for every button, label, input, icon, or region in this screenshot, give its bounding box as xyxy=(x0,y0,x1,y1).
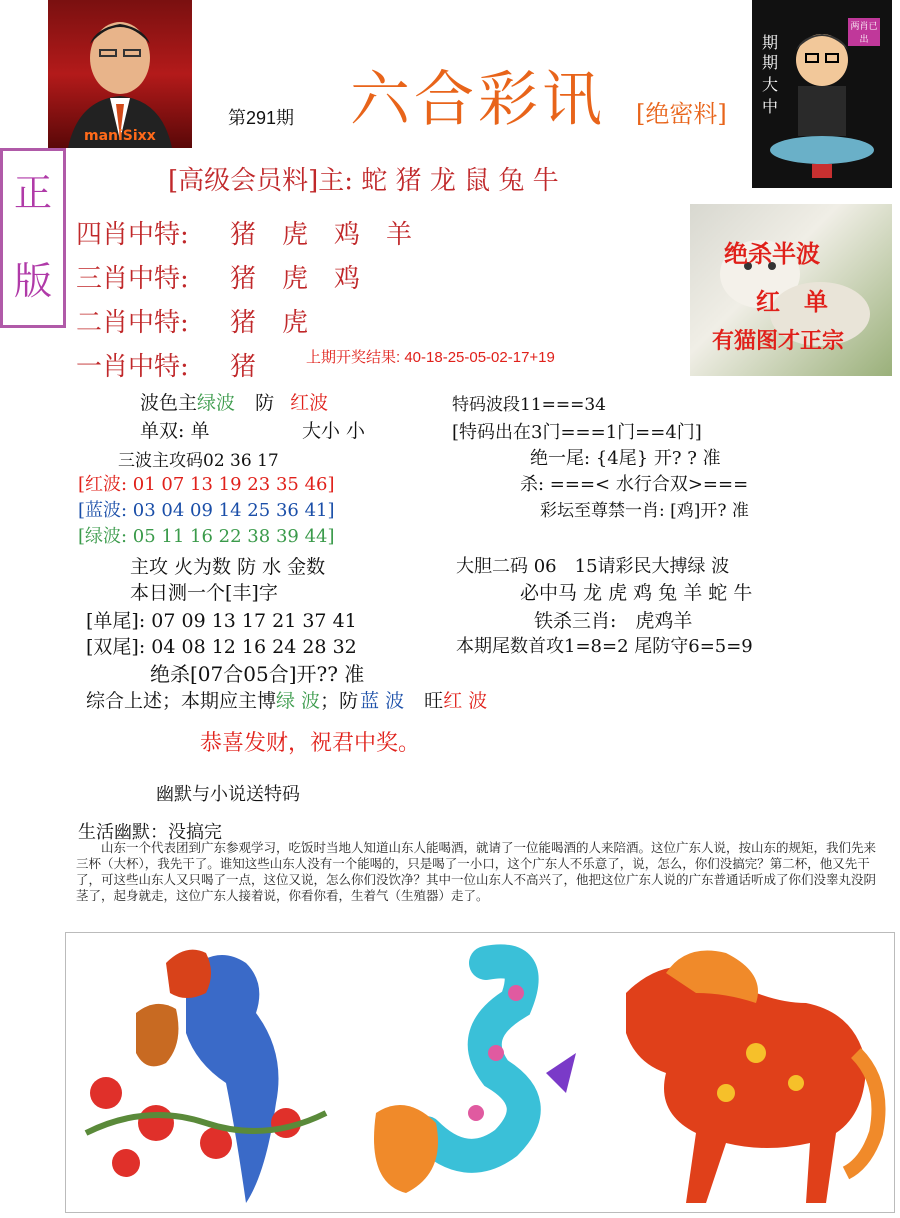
sign-char-4: 中 xyxy=(762,97,779,116)
pick-three-value: 猪 虎 鸡 xyxy=(230,264,361,294)
cat-box-line3: 有猫图才正宗 xyxy=(712,328,845,354)
sign-char-1: 期 xyxy=(762,33,779,52)
badge-char-1: 正 xyxy=(13,171,52,215)
special-door: [特码出在3门===1门==4门] xyxy=(452,422,702,443)
summary-line xyxy=(86,686,487,713)
pick-four-label: 四肖中特: xyxy=(76,220,189,250)
kill-element: 杀: ===< 水行合双>=== xyxy=(520,474,749,495)
forbid-zodiac: 彩坛至尊禁一肖: [鸡]开? 准 xyxy=(540,501,749,521)
kill-tail: 绝一尾: {4尾} 开? ? 准 xyxy=(530,448,721,469)
attack-elements: 主攻 火为数 防 水 金数 xyxy=(130,556,326,578)
iron-kill-zodiac: 铁杀三肖: 虎鸡羊 xyxy=(534,610,693,632)
double-tail: [双尾]: 04 08 12 16 24 28 32 xyxy=(86,636,357,658)
sign-char-2: 期 xyxy=(762,53,779,72)
summary-hot-prefix: 旺 xyxy=(424,690,444,712)
must-win-zodiac: 必中马 龙 虎 鸡 兔 羊 蛇 牛 xyxy=(520,582,753,604)
sign-char-3: 大 xyxy=(762,75,779,94)
wave-guard-prefix: 防 xyxy=(255,392,275,414)
summary-sep: ；防 xyxy=(320,690,359,712)
host-portrait xyxy=(48,0,192,148)
pick-four-value: 猪 虎 鸡 羊 xyxy=(230,220,413,250)
wave-main-line xyxy=(140,388,328,415)
special-segment: 特码波段11===34 xyxy=(452,395,606,415)
cat-image-box xyxy=(690,204,892,376)
issue-number: 第291期 xyxy=(228,108,295,128)
pick-one-label: 一肖中特: xyxy=(76,352,189,382)
big-small: 大小 小 xyxy=(302,420,366,442)
cat-box-line1: 绝杀半波 xyxy=(724,239,820,268)
green-wave-numbers: [绿波: 05 11 16 22 38 39 44] xyxy=(78,526,335,547)
blue-wave-numbers: [蓝波: 03 04 09 14 25 36 41] xyxy=(78,500,335,521)
congrats: 恭喜发财，祝君中奖。 xyxy=(200,731,421,756)
three-wave-codes: 三波主攻码02 36 17 xyxy=(118,451,279,471)
wave-main-value: 绿波 xyxy=(197,392,236,414)
pick-one-value: 猪 xyxy=(230,352,257,382)
humor-body: 山东一个代表团到广东参观学习，吃饭时当地人知道山东人能喝酒，就请了一位能喝酒的人来陪酒。这位广东人说，按山东的规矩，我们先来三杯（大杯），我先干了。谁知这些山东人没有一个能喝的，只是喝了一小口，这个广东人不乐意了，说，怎么，你们没搞完？第二杯，他又先干了，可这些山东人又只喝了一点，这位又说，怎么你们没饮净？其中一位山东人不高兴了，他把这位广东人说的广东普通话听成了你们没睾丸没阴茎了，起身就走，这位广东人接着说，你看你看，生着气（生殖器）走了。 xyxy=(76,840,877,903)
wave-guard-value: 红波 xyxy=(290,392,329,414)
premium-zodiac: [高级会员料]主: 蛇 猪 龙 鼠 兔 牛 xyxy=(168,166,559,196)
odd-even: 单双: 单 xyxy=(140,420,210,442)
char-test: 本日测一个[丰]字 xyxy=(130,582,278,604)
kill-combo: 绝杀[07合05合]开?? 准 xyxy=(150,662,365,686)
page-subtitle: [绝密料] xyxy=(636,100,727,128)
single-tail: [单尾]: 07 09 13 17 21 37 41 xyxy=(86,610,357,632)
tail-attack-defense: 本期尾数首攻1=8=2 尾防守6=5=9 xyxy=(456,636,753,657)
rooster-painting xyxy=(86,950,326,1203)
wave-main-prefix: 波色主 xyxy=(140,392,198,414)
zodiac-artwork xyxy=(65,932,895,1213)
pick-three-label: 三肖中特: xyxy=(76,264,189,294)
last-draw-result: 上期开奖结果: 40-18-25-05-02-17+19 xyxy=(306,349,555,366)
cat-box-line2: 红 单 xyxy=(756,287,828,316)
pick-two-label: 二肖中特: xyxy=(76,308,189,338)
summary-guard-wave: 蓝 波 xyxy=(360,690,405,712)
summary-main-wave: 绿 波 xyxy=(276,690,321,712)
cartoon-poster xyxy=(752,0,892,188)
summary-prefix: 综合上述；本期应主博 xyxy=(86,690,277,712)
pick-two-value: 猪 虎 xyxy=(230,308,309,338)
humor-heading: 幽默与小说送特码 xyxy=(156,784,300,805)
snake-papercut xyxy=(374,961,576,1193)
summary-hot-wave: 红 波 xyxy=(443,690,488,712)
logo-text: maniSixx xyxy=(84,128,156,144)
humor-subheading: 生活幽默：没搞完 xyxy=(78,822,222,843)
red-wave-numbers: [红波: 01 07 13 19 23 35 46] xyxy=(78,474,335,495)
sign-tag: 两肖已出 xyxy=(848,18,880,46)
bold-two-codes: 大胆二码 06 15请彩民大搏绿 波 xyxy=(456,556,730,577)
authentic-badge xyxy=(0,148,66,328)
page-title: 六合彩讯 xyxy=(350,65,606,135)
badge-char-2: 版 xyxy=(13,259,52,303)
horse-papercut xyxy=(626,951,879,1204)
